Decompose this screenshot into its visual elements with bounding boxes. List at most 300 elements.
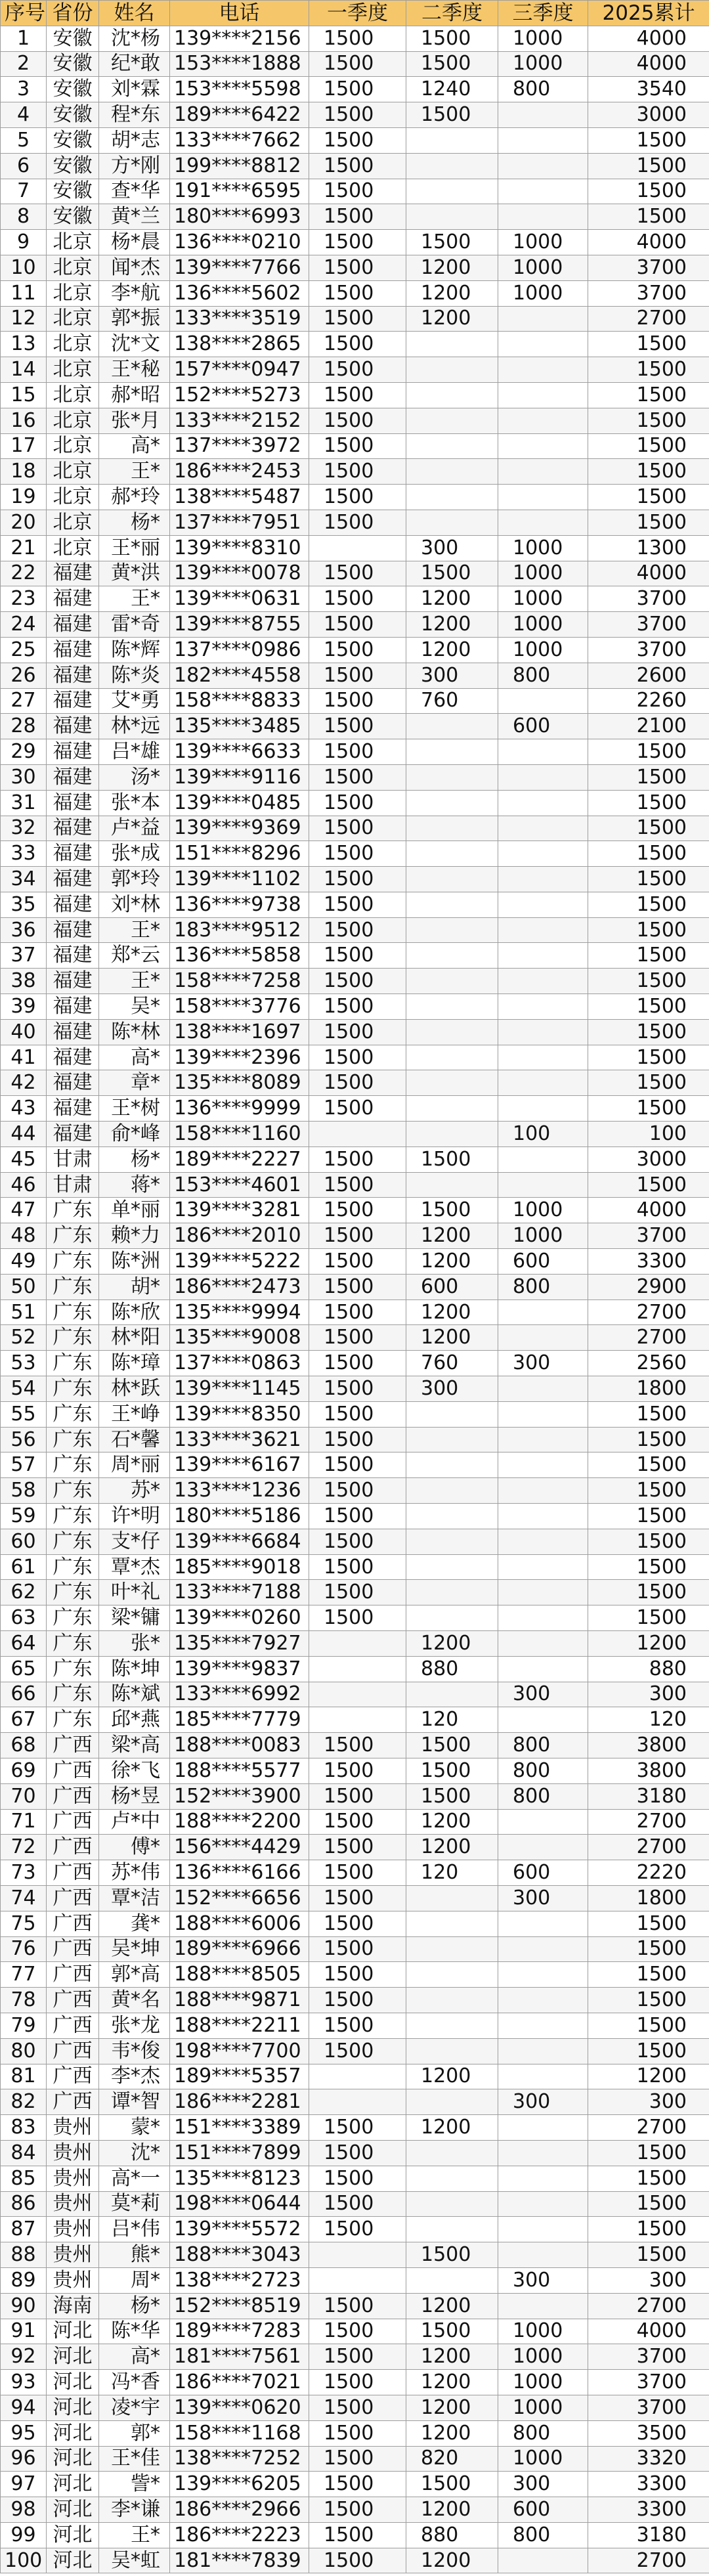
row-q2: 1500: [406, 1198, 498, 1223]
row-q2: 1200: [406, 1223, 498, 1249]
row-phone: 152****3900: [170, 1783, 309, 1809]
row-phone: 151****7899: [170, 2140, 309, 2166]
row-q3: [498, 841, 588, 867]
row-phone: 136****9738: [170, 892, 309, 917]
row-province: 广东: [47, 1249, 99, 1275]
row-phone: 139****0078: [170, 561, 309, 586]
row-index: 24: [1, 612, 47, 638]
row-phone: 152****6656: [170, 1885, 309, 1911]
row-index: 13: [1, 332, 47, 357]
row-total: 3000: [588, 1146, 709, 1172]
row-name: 张*月: [99, 408, 170, 433]
row-q1: 1500: [309, 1096, 406, 1122]
row-index: 52: [1, 1325, 47, 1351]
row-q2: [406, 2191, 498, 2217]
row-province: 广西: [47, 1758, 99, 1783]
row-q1: 1500: [309, 943, 406, 969]
row-name: 陈*坤: [99, 1656, 170, 1682]
row-q3: 1000: [498, 1223, 588, 1249]
row-index: 71: [1, 1809, 47, 1835]
row-phone: 152****8519: [170, 2293, 309, 2319]
table-row: [1, 2472, 709, 2497]
row-q1: 1500: [309, 510, 406, 535]
row-phone: 188****0083: [170, 1733, 309, 1758]
header-q2: 二季度: [406, 1, 498, 26]
row-q1: [309, 1656, 406, 1682]
table-row: [1, 255, 709, 280]
row-index: 9: [1, 230, 47, 255]
table-row: [1, 433, 709, 459]
row-index: 21: [1, 535, 47, 561]
row-total: 2260: [588, 688, 709, 714]
row-total: 3540: [588, 77, 709, 102]
row-name: 杨*: [99, 2293, 170, 2319]
row-phone: 133****6992: [170, 1682, 309, 1707]
table-row: [1, 1376, 709, 1402]
row-total: 1500: [588, 1554, 709, 1580]
row-q2: 1200: [406, 255, 498, 280]
row-q3: 300: [498, 1351, 588, 1376]
table-row: [1, 1580, 709, 1605]
row-index: 82: [1, 2089, 47, 2115]
row-q1: 1500: [309, 790, 406, 816]
row-phone: 186****2010: [170, 1223, 309, 1249]
row-index: 10: [1, 255, 47, 280]
row-name: 林*阳: [99, 1325, 170, 1351]
row-q3: [498, 867, 588, 892]
row-total: 1500: [588, 127, 709, 153]
row-q3: 600: [498, 1860, 588, 1886]
row-q3: 800: [498, 1274, 588, 1299]
row-q1: 1500: [309, 917, 406, 943]
row-total: 2700: [588, 1835, 709, 1860]
row-province: 广东: [47, 1631, 99, 1657]
row-q3: [498, 1096, 588, 1122]
header-phone: 电话: [170, 1, 309, 26]
row-phone: 183****9512: [170, 917, 309, 943]
row-province: 安徽: [47, 26, 99, 51]
row-phone: 158****1168: [170, 2420, 309, 2446]
row-province: 北京: [47, 280, 99, 306]
row-phone: 139****8755: [170, 612, 309, 638]
table-row: [1, 2446, 709, 2472]
table-row: [1, 994, 709, 1020]
row-name: 陈*华: [99, 2319, 170, 2344]
header-row: [1, 1, 709, 26]
row-total: 3000: [588, 102, 709, 128]
row-q1: [309, 2064, 406, 2089]
row-phone: 153****1888: [170, 51, 309, 77]
row-q2: 1500: [406, 1758, 498, 1783]
row-total: 3500: [588, 2420, 709, 2446]
row-q3: [498, 1172, 588, 1198]
row-phone: 136****5602: [170, 280, 309, 306]
row-province: 北京: [47, 433, 99, 459]
row-phone: 135****9994: [170, 1299, 309, 1325]
row-province: 河北: [47, 2420, 99, 2446]
row-q3: 1000: [498, 230, 588, 255]
table-row: [1, 332, 709, 357]
row-q3: [498, 1580, 588, 1605]
row-phone: 181****7561: [170, 2344, 309, 2370]
row-total: 1500: [588, 357, 709, 383]
row-province: 福建: [47, 1070, 99, 1096]
row-phone: 139****1102: [170, 867, 309, 892]
row-q1: 1500: [309, 1325, 406, 1351]
table-row: [1, 382, 709, 408]
row-index: 20: [1, 510, 47, 535]
row-q3: [498, 1070, 588, 1096]
row-index: 12: [1, 306, 47, 332]
row-name: 郭*高: [99, 1962, 170, 1988]
row-province: 安徽: [47, 77, 99, 102]
row-q2: [406, 1529, 498, 1554]
row-province: 北京: [47, 382, 99, 408]
row-q2: [406, 1682, 498, 1707]
row-phone: 151****3389: [170, 2115, 309, 2141]
row-total: 4000: [588, 51, 709, 77]
row-index: 68: [1, 1733, 47, 1758]
row-name: 胡*: [99, 1274, 170, 1299]
row-q2: [406, 332, 498, 357]
row-q3: [498, 306, 588, 332]
row-total: 1500: [588, 1504, 709, 1529]
row-name: 邱*燕: [99, 1707, 170, 1733]
row-q2: 760: [406, 688, 498, 714]
row-name: 覃*杰: [99, 1554, 170, 1580]
row-total: 1500: [588, 433, 709, 459]
row-name: 郝*玲: [99, 485, 170, 510]
row-q3: [498, 1427, 588, 1452]
row-q3: [498, 1631, 588, 1657]
row-total: 3300: [588, 1249, 709, 1275]
row-province: 北京: [47, 408, 99, 433]
row-index: 40: [1, 1019, 47, 1045]
row-phone: 156****4429: [170, 1835, 309, 1860]
row-q3: 800: [498, 1758, 588, 1783]
row-q2: 600: [406, 1274, 498, 1299]
row-province: 广西: [47, 1988, 99, 2013]
row-index: 56: [1, 1427, 47, 1452]
row-q2: 1200: [406, 2548, 498, 2573]
row-name: 黄*兰: [99, 204, 170, 230]
row-name: 李*谦: [99, 2497, 170, 2523]
table-row: [1, 1198, 709, 1223]
row-index: 48: [1, 1223, 47, 1249]
row-total: 1500: [588, 1962, 709, 1988]
row-name: 郝*昭: [99, 382, 170, 408]
row-phone: 137****0863: [170, 1351, 309, 1376]
row-index: 44: [1, 1122, 47, 1147]
table-row: [1, 1758, 709, 1783]
row-q2: [406, 969, 498, 994]
table-row: [1, 1554, 709, 1580]
row-phone: 189****6966: [170, 1936, 309, 1962]
row-q2: 1200: [406, 1325, 498, 1351]
row-q2: [406, 1401, 498, 1427]
row-index: 74: [1, 1885, 47, 1911]
row-province: 北京: [47, 357, 99, 383]
row-name: 高*一: [99, 2166, 170, 2191]
row-name: 沈*文: [99, 332, 170, 357]
table-row: [1, 637, 709, 663]
row-phone: 138****2723: [170, 2267, 309, 2293]
row-phone: 133****2152: [170, 408, 309, 433]
row-q1: 1500: [309, 1274, 406, 1299]
table-row: [1, 688, 709, 714]
row-q2: 1500: [406, 26, 498, 51]
row-q1: 1500: [309, 204, 406, 230]
row-province: 贵州: [47, 2166, 99, 2191]
row-q3: 1000: [498, 1198, 588, 1223]
row-q3: [498, 1376, 588, 1402]
row-q3: [498, 1936, 588, 1962]
row-index: 26: [1, 663, 47, 688]
table-row: [1, 1529, 709, 1554]
row-q1: 1500: [309, 2115, 406, 2141]
table-row: [1, 1809, 709, 1835]
row-province: 广西: [47, 1885, 99, 1911]
table-row: [1, 357, 709, 383]
row-phone: 139****9369: [170, 816, 309, 841]
row-name: 郭*玲: [99, 867, 170, 892]
table-row: [1, 51, 709, 77]
row-q3: [498, 969, 588, 994]
row-province: 广东: [47, 1274, 99, 1299]
row-province: 甘肃: [47, 1146, 99, 1172]
row-total: 1500: [588, 790, 709, 816]
row-q1: 1500: [309, 2013, 406, 2038]
row-q3: [498, 459, 588, 485]
table-row: [1, 2293, 709, 2319]
row-name: 王*: [99, 917, 170, 943]
table-row: [1, 77, 709, 102]
row-q1: 1500: [309, 1580, 406, 1605]
row-province: 广西: [47, 1936, 99, 1962]
table-row: [1, 2115, 709, 2141]
row-index: 37: [1, 943, 47, 969]
table-row: [1, 943, 709, 969]
row-province: 广西: [47, 2038, 99, 2064]
row-province: 广西: [47, 1911, 99, 1936]
row-q1: 1500: [309, 1962, 406, 1988]
row-index: 47: [1, 1198, 47, 1223]
row-total: 1500: [588, 1478, 709, 1504]
row-name: 陈*炎: [99, 663, 170, 688]
table-row: [1, 1019, 709, 1045]
row-name: 陈*欣: [99, 1299, 170, 1325]
row-name: 程*东: [99, 102, 170, 128]
row-name: 訾*: [99, 2472, 170, 2497]
row-q2: [406, 739, 498, 765]
table-row: [1, 2064, 709, 2089]
table-row: [1, 2166, 709, 2191]
table-row: [1, 1783, 709, 1809]
row-index: 2: [1, 51, 47, 77]
row-q2: [406, 1452, 498, 1478]
row-phone: 198****7700: [170, 2038, 309, 2064]
row-name: 梁*镛: [99, 1605, 170, 1631]
row-phone: 139****6684: [170, 1529, 309, 1554]
row-index: 22: [1, 561, 47, 586]
table-row: [1, 127, 709, 153]
table-row: [1, 561, 709, 586]
row-province: 广西: [47, 1733, 99, 1758]
row-name: 支*仔: [99, 1529, 170, 1554]
row-province: 广西: [47, 1860, 99, 1886]
row-name: 徐*飞: [99, 1758, 170, 1783]
row-phone: 135****3485: [170, 714, 309, 739]
row-total: 3700: [588, 612, 709, 638]
row-province: 贵州: [47, 2242, 99, 2268]
row-q3: [498, 790, 588, 816]
row-total: 1800: [588, 1376, 709, 1402]
table-row: [1, 1911, 709, 1936]
row-index: 45: [1, 1146, 47, 1172]
row-q2: [406, 1045, 498, 1070]
row-q2: 1200: [406, 2370, 498, 2395]
row-q1: 1500: [309, 433, 406, 459]
row-phone: 138****5487: [170, 485, 309, 510]
row-total: 1500: [588, 943, 709, 969]
row-q1: [309, 1122, 406, 1147]
row-index: 33: [1, 841, 47, 867]
row-name: 凌*宇: [99, 2395, 170, 2420]
row-q2: 1200: [406, 2064, 498, 2089]
row-q2: 1200: [406, 306, 498, 332]
row-name: 叶*礼: [99, 1580, 170, 1605]
row-phone: 182****4558: [170, 663, 309, 688]
row-phone: 137****0986: [170, 637, 309, 663]
row-q1: 1500: [309, 2319, 406, 2344]
row-phone: 158****3776: [170, 994, 309, 1020]
row-name: 查*华: [99, 179, 170, 204]
row-province: 海南: [47, 2293, 99, 2319]
table-row: [1, 1885, 709, 1911]
row-q3: 1000: [498, 26, 588, 51]
row-index: 81: [1, 2064, 47, 2089]
row-q1: 1500: [309, 2166, 406, 2191]
row-q1: 1500: [309, 2344, 406, 2370]
row-q1: 1500: [309, 408, 406, 433]
row-phone: 138****2865: [170, 332, 309, 357]
table-row: [1, 2267, 709, 2293]
row-index: 43: [1, 1096, 47, 1122]
row-phone: 139****5222: [170, 1249, 309, 1275]
row-q2: 120: [406, 1860, 498, 1886]
row-q2: [406, 1885, 498, 1911]
row-q2: [406, 204, 498, 230]
table-row: [1, 892, 709, 917]
row-total: 2700: [588, 1299, 709, 1325]
row-q2: 880: [406, 1656, 498, 1682]
row-q2: [406, 127, 498, 153]
row-name: 梁*高: [99, 1733, 170, 1758]
row-q3: 1000: [498, 2395, 588, 2420]
row-q1: 1500: [309, 612, 406, 638]
row-index: 60: [1, 1529, 47, 1554]
row-index: 93: [1, 2370, 47, 2395]
row-name: 王*丽: [99, 535, 170, 561]
row-province: 广东: [47, 1401, 99, 1427]
row-q2: [406, 2267, 498, 2293]
row-index: 87: [1, 2217, 47, 2242]
row-province: 安徽: [47, 153, 99, 179]
row-name: 卢*中: [99, 1809, 170, 1835]
row-phone: 137****3972: [170, 433, 309, 459]
row-total: 1500: [588, 485, 709, 510]
row-q1: 1500: [309, 102, 406, 128]
row-phone: 188****8505: [170, 1962, 309, 1988]
row-total: 2700: [588, 2548, 709, 2573]
row-name: 赖*力: [99, 1223, 170, 1249]
table-row: [1, 26, 709, 51]
row-province: 河北: [47, 2548, 99, 2573]
row-q1: 1500: [309, 1045, 406, 1070]
row-total: 1500: [588, 739, 709, 765]
row-province: 北京: [47, 459, 99, 485]
row-phone: 199****8812: [170, 153, 309, 179]
row-q1: 1500: [309, 2038, 406, 2064]
row-q2: 880: [406, 2522, 498, 2548]
table-row: [1, 1707, 709, 1733]
row-total: 4000: [588, 1198, 709, 1223]
row-total: 1500: [588, 204, 709, 230]
row-q2: 1200: [406, 2293, 498, 2319]
row-q3: [498, 2140, 588, 2166]
row-total: 300: [588, 2267, 709, 2293]
row-province: 广东: [47, 1707, 99, 1733]
row-q2: 1500: [406, 102, 498, 128]
row-name: 黄*洪: [99, 561, 170, 586]
row-index: 61: [1, 1554, 47, 1580]
row-total: 3800: [588, 1758, 709, 1783]
row-name: 吴*虹: [99, 2548, 170, 2573]
row-index: 51: [1, 1299, 47, 1325]
row-phone: 139****0620: [170, 2395, 309, 2420]
row-index: 50: [1, 1274, 47, 1299]
row-q1: 1500: [309, 1504, 406, 1529]
row-phone: 135****7927: [170, 1631, 309, 1657]
row-name: 林*跃: [99, 1376, 170, 1402]
row-name: 林*远: [99, 714, 170, 739]
row-q2: [406, 790, 498, 816]
row-name: 蒙*: [99, 2115, 170, 2141]
header-province: 省份: [47, 1, 99, 26]
row-phone: 185****9018: [170, 1554, 309, 1580]
row-phone: 180****6993: [170, 204, 309, 230]
row-phone: 191****6595: [170, 179, 309, 204]
row-q2: [406, 1580, 498, 1605]
row-name: 莫*莉: [99, 2191, 170, 2217]
row-total: 3300: [588, 2497, 709, 2523]
row-index: 100: [1, 2548, 47, 2573]
row-total: 2700: [588, 2293, 709, 2319]
table-row: [1, 1860, 709, 1886]
row-province: 北京: [47, 510, 99, 535]
row-q1: 1500: [309, 1885, 406, 1911]
row-total: 1500: [588, 408, 709, 433]
row-q1: 1500: [309, 230, 406, 255]
header-q3: 三季度: [498, 1, 588, 26]
row-total: 4000: [588, 230, 709, 255]
row-province: 广东: [47, 1605, 99, 1631]
table-row: [1, 408, 709, 433]
row-q2: [406, 459, 498, 485]
row-q3: [498, 1299, 588, 1325]
table-row: [1, 612, 709, 638]
row-phone: 135****8089: [170, 1070, 309, 1096]
